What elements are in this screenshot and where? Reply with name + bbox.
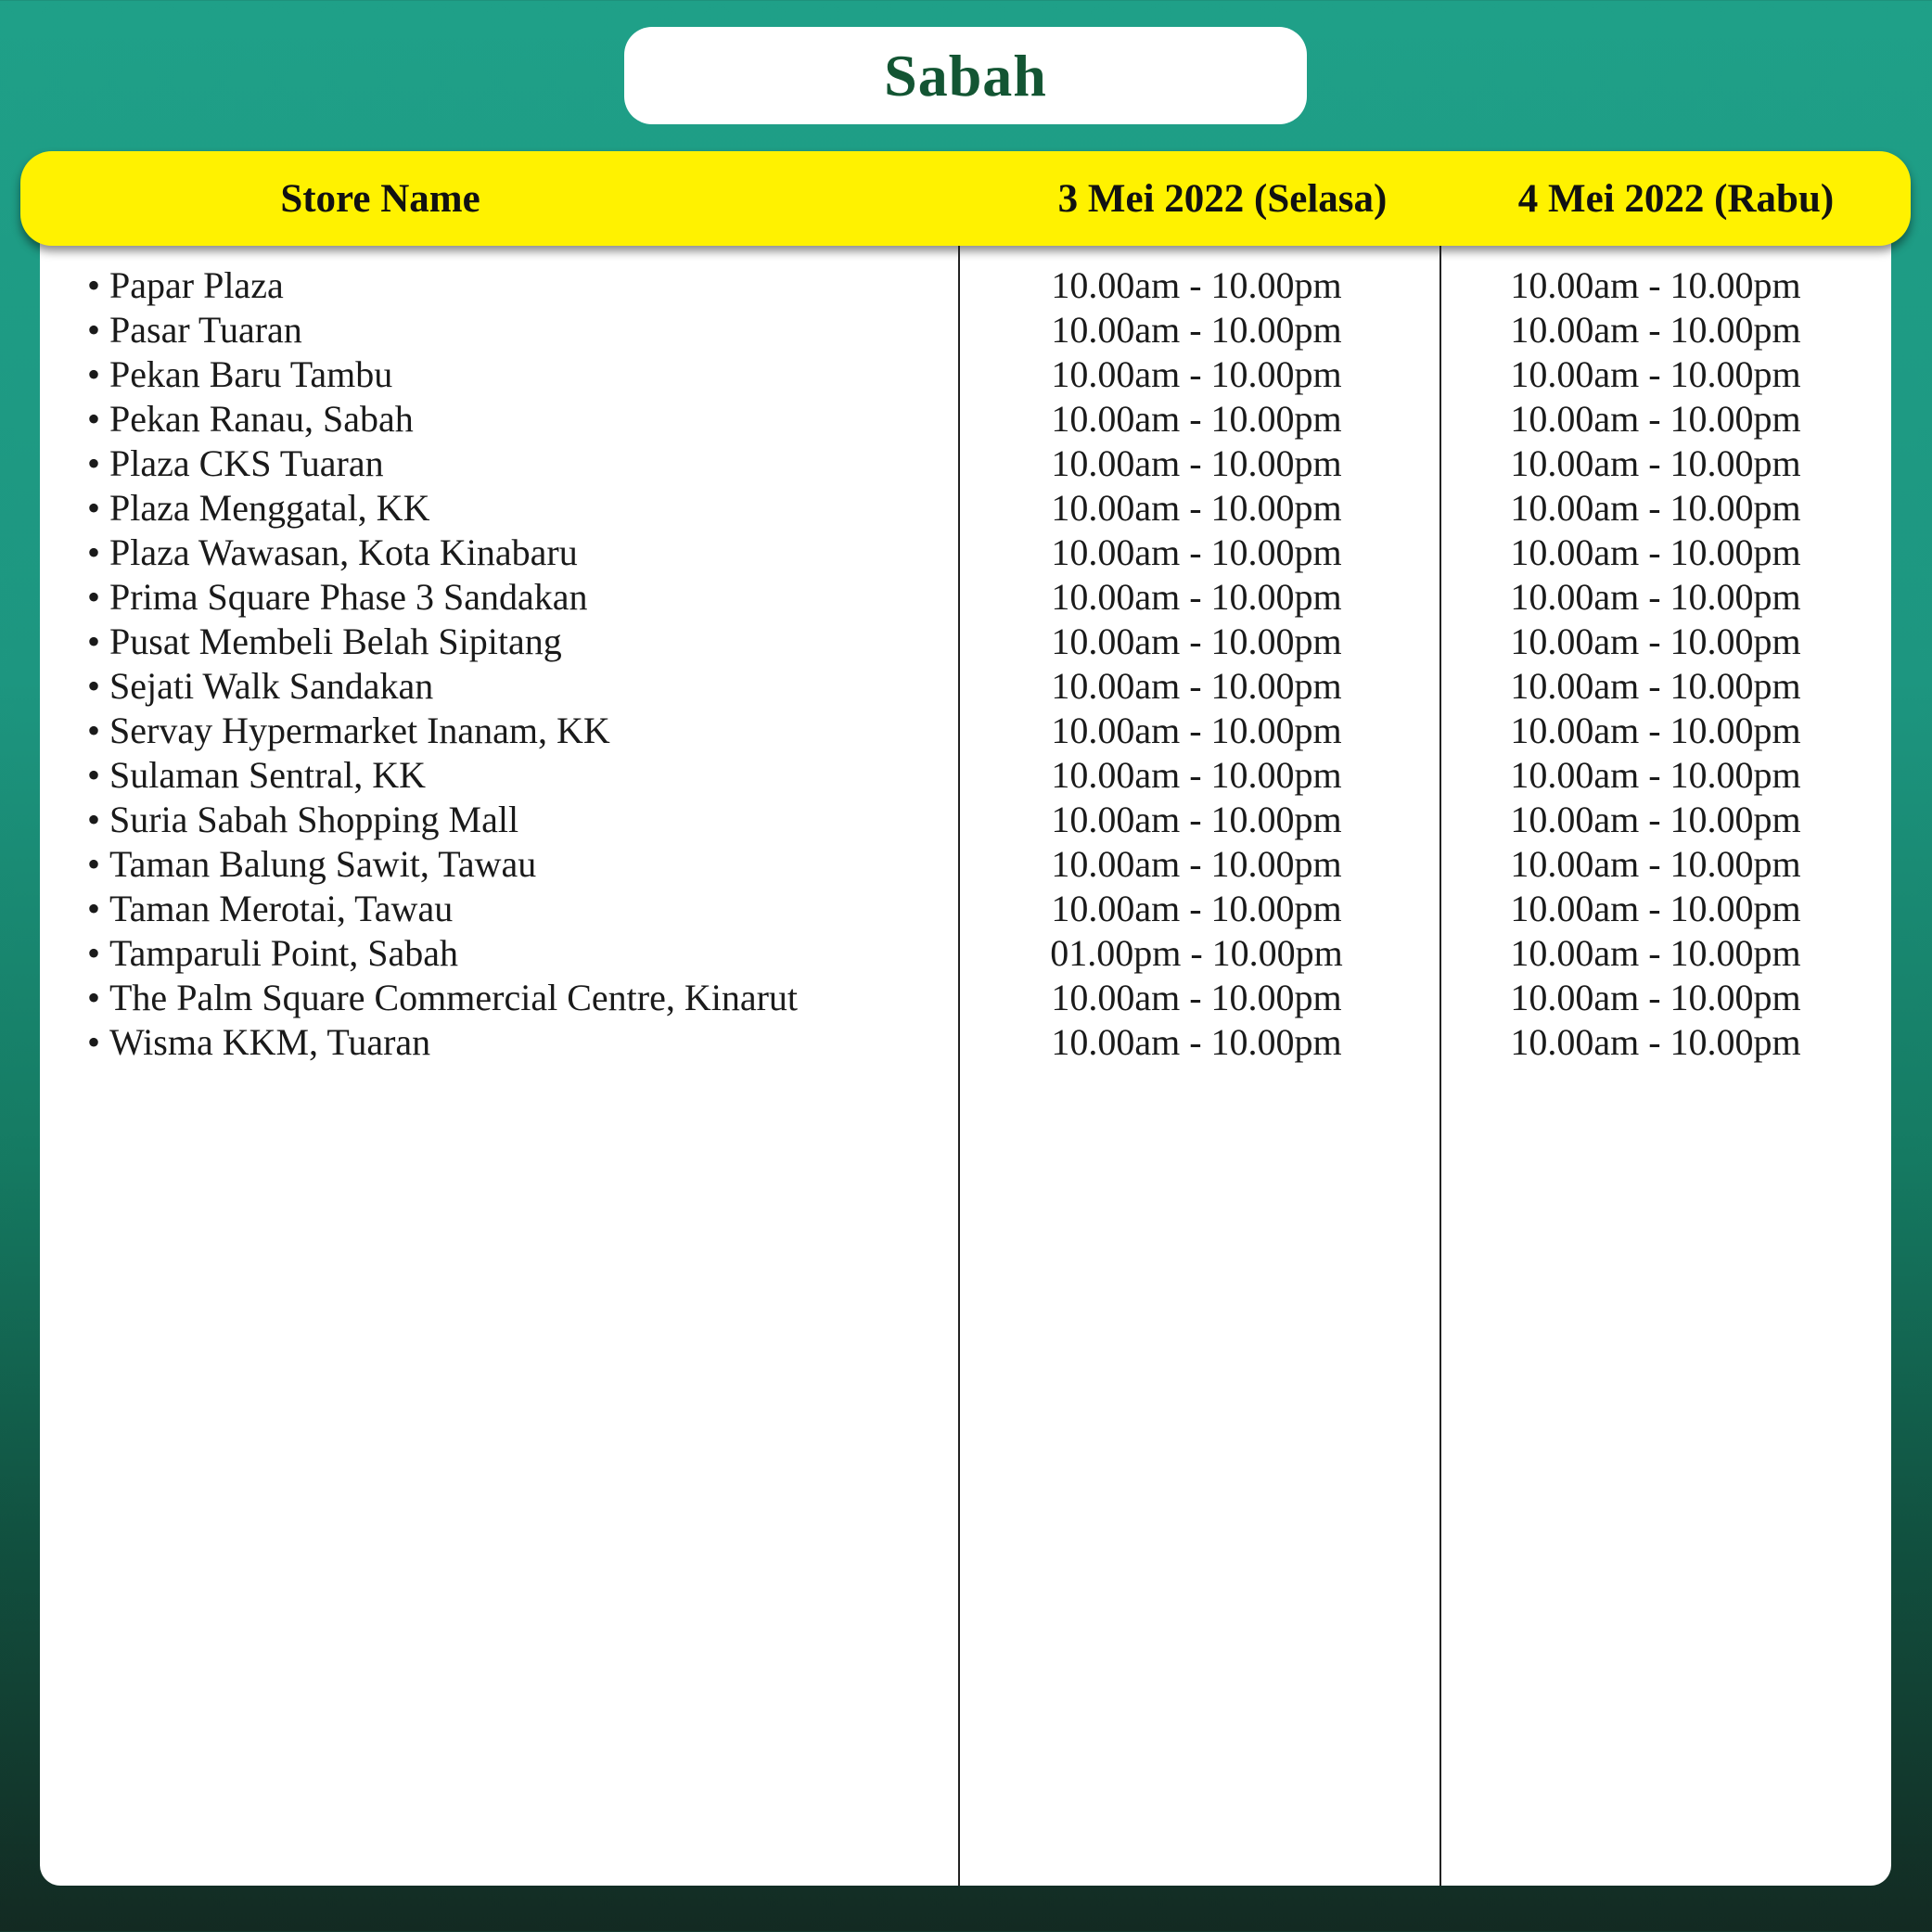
store-name: Pekan Baru Tambu: [109, 353, 393, 395]
store-name: Plaza CKS Tuaran: [109, 442, 384, 484]
table-row: [0, 1020, 1932, 1065]
hours-day2: 10.00am - 10.00pm: [1510, 843, 1801, 885]
store-name: Sulaman Sentral, KK: [109, 754, 427, 796]
table-row: [0, 397, 1932, 441]
header-day1: 3 Mei 2022 (Selasa): [1057, 176, 1388, 221]
table-row: [0, 486, 1932, 531]
table-row: [0, 842, 1932, 887]
header-day2: 4 Mei 2022 (Rabu): [1517, 176, 1835, 221]
hours-day2: 10.00am - 10.00pm: [1510, 665, 1801, 707]
hours-day1: 10.00am - 10.00pm: [1051, 576, 1342, 618]
bullet-icon: •: [86, 932, 100, 974]
bullet-icon: •: [86, 531, 100, 573]
table-row: [0, 575, 1932, 620]
store-name: Taman Merotai, Tawau: [109, 888, 454, 929]
store-name: Papar Plaza: [109, 264, 284, 306]
bullet-icon: •: [86, 487, 100, 529]
hours-day1: 10.00am - 10.00pm: [1051, 710, 1342, 751]
hours-day2: 10.00am - 10.00pm: [1510, 531, 1801, 573]
store-name: Sejati Walk Sandakan: [109, 665, 434, 707]
store-name: Plaza Wawasan, Kota Kinabaru: [109, 531, 578, 573]
hours-day1: 10.00am - 10.00pm: [1051, 353, 1342, 395]
store-name: Plaza Menggatal, KK: [109, 487, 430, 529]
bullet-icon: •: [86, 264, 100, 306]
bullet-icon: •: [86, 977, 100, 1018]
table-row: [0, 976, 1932, 1020]
bullet-icon: •: [86, 398, 100, 440]
hours-day1: 10.00am - 10.00pm: [1051, 264, 1342, 306]
hours-day1: 10.00am - 10.00pm: [1051, 888, 1342, 929]
hours-day2: 10.00am - 10.00pm: [1510, 487, 1801, 529]
bullet-icon: •: [86, 1021, 100, 1063]
bullet-icon: •: [86, 710, 100, 751]
hours-day2: 10.00am - 10.00pm: [1510, 799, 1801, 840]
table-row: [0, 620, 1932, 664]
store-name: Tamparuli Point, Sabah: [109, 932, 459, 974]
hours-day1: 10.00am - 10.00pm: [1051, 309, 1342, 351]
hours-day2: 10.00am - 10.00pm: [1510, 754, 1801, 796]
table-row: [0, 753, 1932, 798]
hours-day1: 01.00pm - 10.00pm: [1050, 932, 1343, 974]
table-row: [0, 887, 1932, 931]
table-body: [0, 263, 1932, 1065]
table-row: [0, 352, 1932, 397]
bullet-icon: •: [86, 754, 100, 796]
header-store-name: Store Name: [280, 176, 480, 221]
hours-day2: 10.00am - 10.00pm: [1510, 1021, 1801, 1063]
bullet-icon: •: [86, 442, 100, 484]
page-title: Sabah: [884, 42, 1047, 109]
hours-day1: 10.00am - 10.00pm: [1051, 1021, 1342, 1063]
hours-day1: 10.00am - 10.00pm: [1051, 487, 1342, 529]
table-row: [0, 931, 1932, 976]
store-name: Suria Sabah Shopping Mall: [109, 799, 519, 840]
hours-day2: 10.00am - 10.00pm: [1510, 576, 1801, 618]
bullet-icon: •: [86, 888, 100, 929]
hours-day2: 10.00am - 10.00pm: [1510, 932, 1801, 974]
bullet-icon: •: [86, 353, 100, 395]
hours-day1: 10.00am - 10.00pm: [1051, 977, 1342, 1018]
hours-day1: 10.00am - 10.00pm: [1051, 398, 1342, 440]
table-row: [0, 531, 1932, 575]
bullet-icon: •: [86, 665, 100, 707]
table-row: [0, 263, 1932, 308]
bullet-icon: •: [86, 621, 100, 662]
hours-day2: 10.00am - 10.00pm: [1510, 353, 1801, 395]
store-name: Prima Square Phase 3 Sandakan: [109, 576, 588, 618]
hours-day2: 10.00am - 10.00pm: [1510, 710, 1801, 751]
table-row: [0, 664, 1932, 709]
hours-day2: 10.00am - 10.00pm: [1510, 442, 1801, 484]
table-row: [0, 798, 1932, 842]
hours-day2: 10.00am - 10.00pm: [1510, 977, 1801, 1018]
table-row: [0, 709, 1932, 753]
hours-day2: 10.00am - 10.00pm: [1510, 264, 1801, 306]
bullet-icon: •: [86, 843, 100, 885]
store-name: Pusat Membeli Belah Sipitang: [109, 621, 562, 662]
title-box: [624, 27, 1307, 124]
store-name: Pasar Tuaran: [109, 309, 302, 351]
table-row: [0, 308, 1932, 352]
bullet-icon: •: [86, 576, 100, 618]
store-name: Wisma KKM, Tuaran: [109, 1021, 431, 1063]
hours-day2: 10.00am - 10.00pm: [1510, 888, 1801, 929]
table-header: [20, 151, 1911, 246]
hours-day1: 10.00am - 10.00pm: [1051, 843, 1342, 885]
bullet-icon: •: [86, 799, 100, 840]
hours-day1: 10.00am - 10.00pm: [1051, 621, 1342, 662]
hours-day1: 10.00am - 10.00pm: [1051, 665, 1342, 707]
hours-day1: 10.00am - 10.00pm: [1051, 442, 1342, 484]
hours-day2: 10.00am - 10.00pm: [1510, 309, 1801, 351]
store-name: Taman Balung Sawit, Tawau: [109, 843, 537, 885]
store-name: The Palm Square Commercial Centre, Kinarut: [109, 977, 799, 1018]
hours-day1: 10.00am - 10.00pm: [1051, 799, 1342, 840]
hours-day1: 10.00am - 10.00pm: [1051, 754, 1342, 796]
store-name: Pekan Ranau, Sabah: [109, 398, 414, 440]
hours-day2: 10.00am - 10.00pm: [1510, 621, 1801, 662]
hours-day2: 10.00am - 10.00pm: [1510, 398, 1801, 440]
bullet-icon: •: [86, 309, 100, 351]
store-name: Servay Hypermarket Inanam, KK: [109, 710, 610, 751]
hours-day1: 10.00am - 10.00pm: [1051, 531, 1342, 573]
table-row: [0, 441, 1932, 486]
